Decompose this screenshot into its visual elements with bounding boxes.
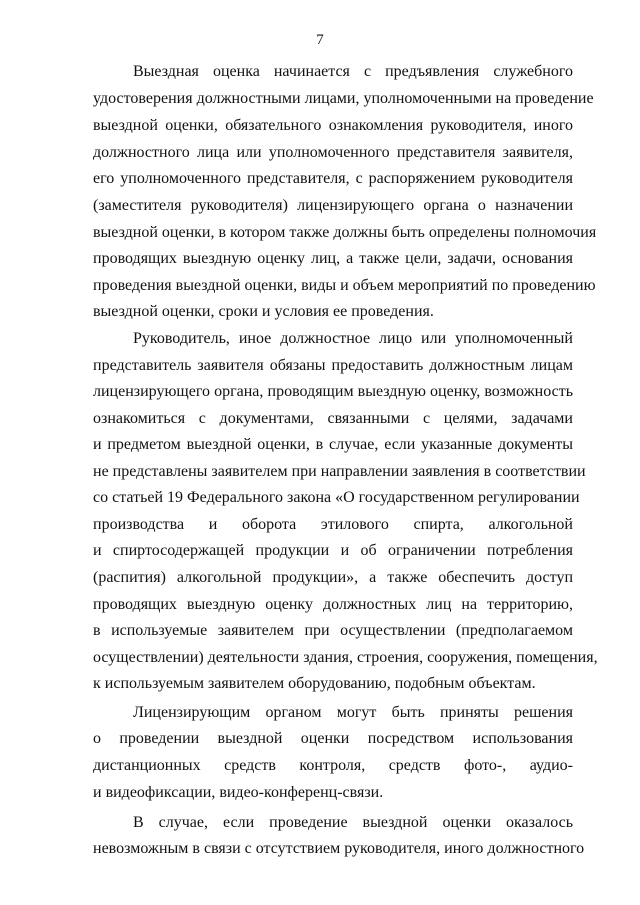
paragraph-2-line-7: со статьей 19 Федерального закона «О государственном регулировании [93,489,580,506]
paragraph-2-line-3: лицензирующего органа, проводящим выездную оценку, возможность [93,383,573,400]
paragraph-2-line-13: осуществлении) деятельности здания, строения, сооружения, помещения, [93,649,598,666]
paragraph-2-line-8: производства и оборота этилового спирта, алкогольной [93,516,573,533]
paragraph-3-line-1: Лицензирующим органом могут быть приняты решения [133,704,573,721]
paragraph-3-line-3: дистанционных средств контроля, средств фото-, аудио- [93,757,573,774]
paragraph-2-line-12: в используемые заявителем при осуществлении (предполагаемом [93,622,573,639]
paragraph-1-line-2: удостоверения должностными лицами, уполномоченными на проведение [93,90,594,107]
paragraph-2-line-11: проводящих выездную оценку должностных лиц на территорию, [93,596,573,613]
paragraph-2-line-1: Руководитель, иное должностное лицо или уполномоченный [133,330,573,347]
paragraph-4-line-1: В случае, если проведение выездной оценки оказалось [133,814,573,831]
paragraph-1-line-8: проводящих выездную оценку лиц, а также цели, задачи, основания [93,250,573,267]
paragraph-4-line-2: невозможным в связи с отсутствием руководителя, иного должностного [93,840,585,857]
page-number: 7 [316,32,324,48]
paragraph-1-line-5: его уполномоченного представителя, с распоряжением руководителя [93,170,573,187]
paragraph-3-line-4: и видеофиксации, видео-конференц-связи. [93,784,384,801]
paragraph-3-line-2: о проведении выездной оценки посредством использования [93,730,573,747]
paragraph-2-line-2: представитель заявителя обязаны предоставить должностным лицам [93,357,573,374]
paragraph-1-line-4: должностного лица или уполномоченного представителя заявителя, [93,144,573,161]
paragraph-1-line-9: проведения выездной оценки, виды и объем мероприятий по проведению [93,277,596,294]
paragraph-1-line-7: выездной оценки, в котором также должны быть определены полномочия [93,224,597,241]
paragraph-2-line-4: ознакомиться с документами, связанными с целями, задачами [93,410,573,427]
paragraph-2-line-9: и спиртосодержащей продукции и об ограничении потребления [93,542,573,559]
paragraph-2-line-5: и предметом выездной оценки, в случае, если указанные документы [93,436,573,453]
paragraph-2-line-10: (распития) алкогольной продукции», а также обеспечить доступ [93,569,573,586]
paragraph-1-line-6: (заместителя руководителя) лицензирующего органа о назначении [93,197,573,214]
paragraph-1-line-10: выездной оценки, сроки и условия ее проведения. [93,303,434,320]
paragraph-1-line-1: Выездная оценка начинается с предъявления служебного [133,63,573,80]
paragraph-1-line-3: выездной оценки, обязательного ознакомления руководителя, иного [93,117,573,134]
paragraph-2-line-6: не представлены заявителем при направлении заявления в соответствии [93,463,586,480]
paragraph-2-line-14: к используемым заявителем оборудованию, подобным объектам. [93,675,536,692]
